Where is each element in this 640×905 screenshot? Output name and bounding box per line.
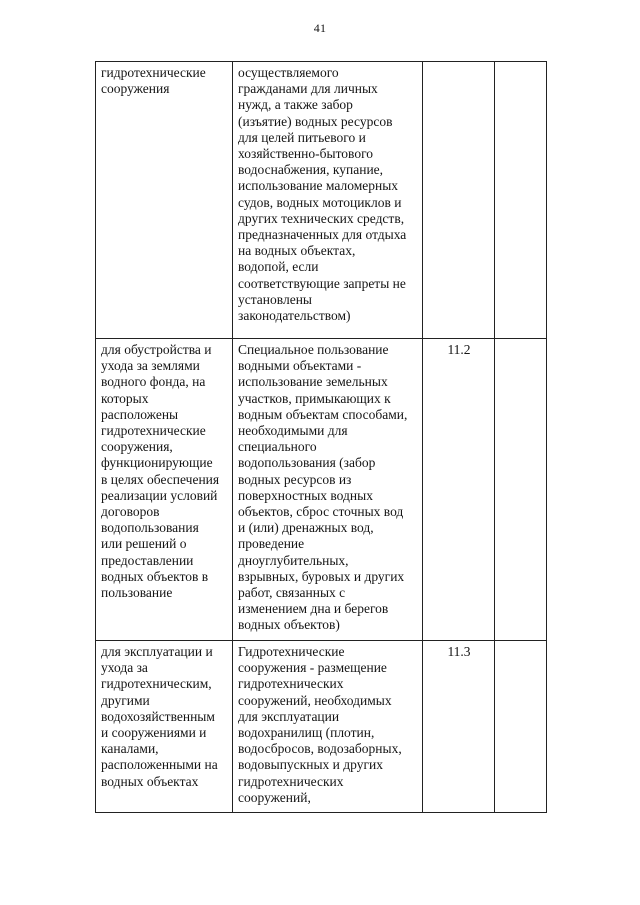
classifier-code-cell — [423, 62, 495, 339]
use-type-content-cell: Специальное пользование водными объектами - использование земельных участков, примыкающих к водным объектам способами, необходимыми для специального водопользования (забор водных ресурсов из поверхностных водных объектов, сброс сточных вод и (или) дренажных вод, проведение дноуглубительных, взрывных, буровых и других работ, связанных с изменением дна и берегов водных объектов) — [233, 339, 423, 641]
classifier-code-cell: 11.3 — [423, 641, 495, 813]
land-plot-description-cell: для эксплуатации и ухода за гидротехническим, другими водохозяйственным и сооружениями и каналами, расположенными на водных объектах — [96, 641, 233, 813]
table-row — [96, 62, 547, 339]
table-row — [96, 641, 547, 813]
page-number: 41 — [313, 21, 327, 35]
use-type-content-cell: осуществляемого гражданами для личных нужд, а также забор (изъятие) водных ресурсов для целей питьевого и хозяйственно-бытового водоснабжения, купание, использование маломерных судов, водных мотоциклов и других технических средств, предназначенных для отдыха на водных объектах, водопой, если соответствующие запреты не установлены законодательством) — [233, 62, 423, 339]
classifier-code-cell: 11.2 — [423, 339, 495, 641]
land-plot-description-cell: для обустройства и ухода за землями водного фонда, на которых расположены гидротехнические сооружения, функционирующие в целях обеспечения реализации условий договоров водопользования или решений о предоставлении водных объектов в пользование — [96, 339, 233, 641]
use-type-content-cell: Гидротехнические сооружения - размещение гидротехнических сооружений, необходимых для эксплуатации водохранилищ (плотин, водосбросов, водозаборных, водовыпускных и других гидротехнических сооружений, — [233, 641, 423, 813]
empty-cell — [495, 62, 547, 339]
land-use-table — [95, 61, 547, 813]
table-row — [96, 339, 547, 641]
empty-cell — [495, 339, 547, 641]
empty-cell — [495, 641, 547, 813]
land-plot-description-cell: гидротехнические сооружения — [96, 62, 233, 339]
